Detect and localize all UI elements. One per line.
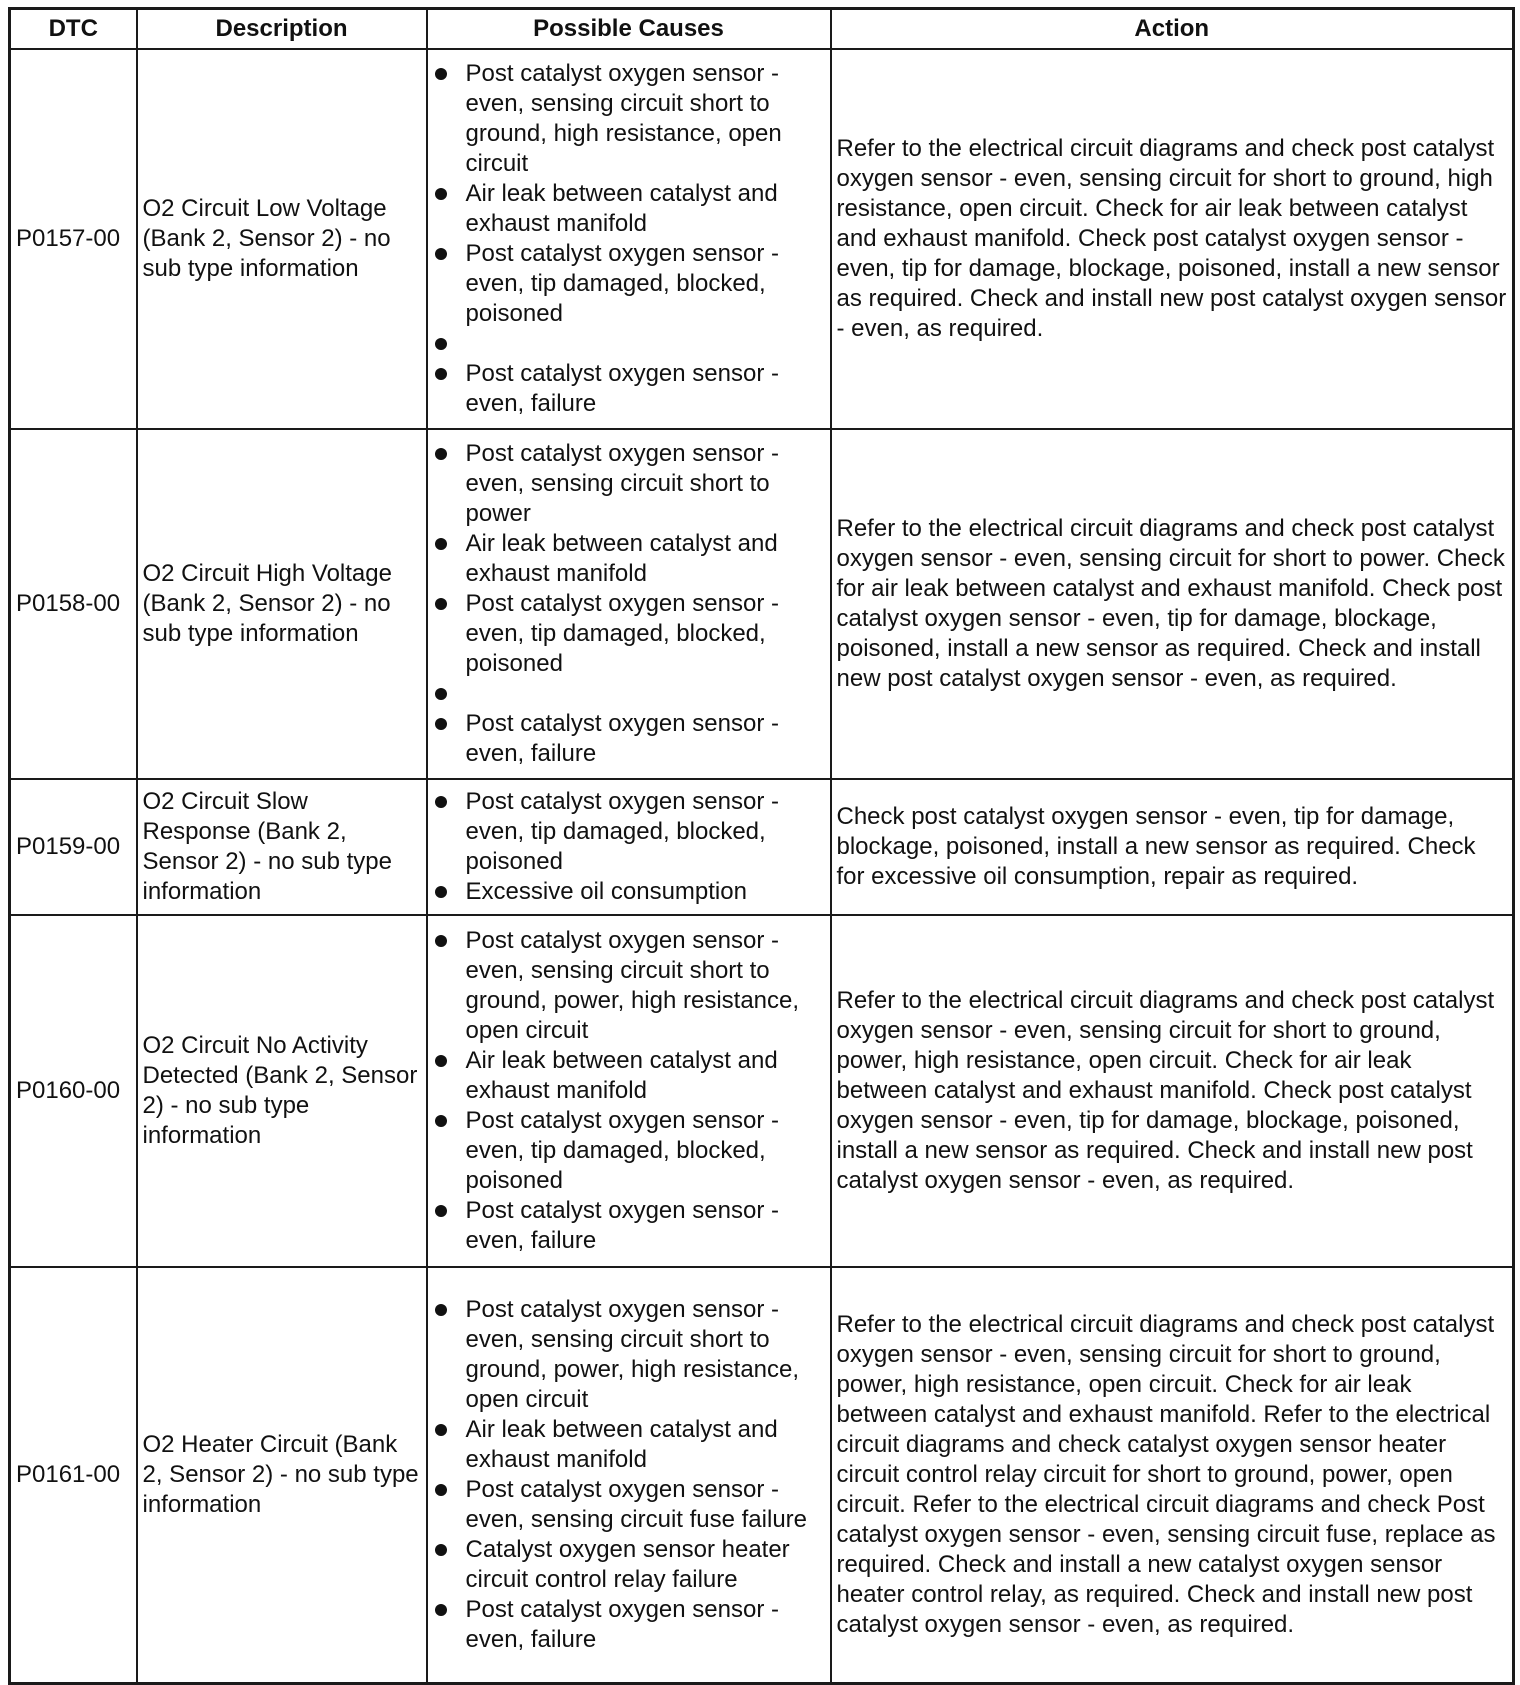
dtc-description: O2 Circuit No Activity Detected (Bank 2, Sensor 2) - no sub type information	[137, 915, 427, 1267]
possible-causes	[427, 915, 831, 1267]
dtc-code: P0161-00	[10, 1267, 137, 1683]
table-row	[10, 1267, 1514, 1683]
table-row	[10, 915, 1514, 1267]
cause-item: Post catalyst oxygen sensor - even, tip damaged, blocked, poisoned	[433, 1106, 825, 1196]
cause-item: Post catalyst oxygen sensor - even, tip damaged, blocked, poisoned	[433, 787, 825, 877]
possible-causes	[427, 779, 831, 915]
cause-item: Air leak between catalyst and exhaust manifold	[433, 1046, 825, 1106]
cause-item: Post catalyst oxygen sensor - even, sensing circuit short to ground, high resistance, open circuit	[433, 59, 825, 179]
dtc-code: P0159-00	[10, 779, 137, 915]
cause-item: Air leak between catalyst and exhaust manifold	[433, 529, 825, 589]
dtc-action: Refer to the electrical circuit diagrams and check post catalyst oxygen sensor - even, sensing circuit for short to ground, high resistance, open circuit. Check for air leak between catalyst and exhaust manifold. Check post catalyst oxygen sensor - even, tip for damage, blockage, poisoned, install a new sensor as required. Check and install new post catalyst oxygen sensor - even, as required.	[831, 49, 1514, 429]
dtc-action: Refer to the electrical circuit diagrams and check post catalyst oxygen sensor - even, sensing circuit for short to ground, power, high resistance, open circuit. Check for air leak between catalyst and exhaust manifold. Check post catalyst oxygen sensor - even, tip for damage, blockage, poisoned, install a new sensor as required. Check and install new post catalyst oxygen sensor - even, as required.	[831, 915, 1514, 1267]
dtc-action: Refer to the electrical circuit diagrams and check post catalyst oxygen sensor - even, sensing circuit for short to ground, power, high resistance, open circuit. Check for air leak between catalyst and exhaust manifold. Refer to the electrical circuit diagrams and check catalyst oxygen sensor heater circuit control relay circuit for short to ground, power, open circuit. Refer to the electrical circuit diagrams and check Post catalyst oxygen sensor - even, sensing circuit fuse, replace as required. Check and install a new catalyst oxygen sensor heater control relay, as required. Check and install new post catalyst oxygen sensor - even, as required.	[831, 1267, 1514, 1683]
table-header-row	[10, 9, 1514, 50]
header-possible-causes: Possible Causes	[427, 9, 831, 50]
dtc-code: P0160-00	[10, 915, 137, 1267]
cause-item: Post catalyst oxygen sensor - even, failure	[433, 1595, 825, 1655]
dtc-code: P0157-00	[10, 49, 137, 429]
cause-list	[433, 59, 825, 419]
cause-list	[433, 439, 825, 769]
dtc-description: O2 Circuit High Voltage (Bank 2, Sensor 2) - no sub type information	[137, 429, 427, 779]
document-page	[8, 7, 1512, 1685]
possible-causes	[427, 429, 831, 779]
cause-item: Air leak between catalyst and exhaust manifold	[433, 179, 825, 239]
table-row	[10, 429, 1514, 779]
dtc-description: O2 Heater Circuit (Bank 2, Sensor 2) - no sub type information	[137, 1267, 427, 1683]
table-row	[10, 779, 1514, 915]
dtc-action: Check post catalyst oxygen sensor - even, tip for damage, blockage, poisoned, install a new sensor as required. Check for excessive oil consumption, repair as required.	[831, 779, 1514, 915]
header-action: Action	[831, 9, 1514, 50]
cause-item: Post catalyst oxygen sensor - even, sensing circuit short to ground, power, high resistance, open circuit	[433, 1295, 825, 1415]
cause-list	[433, 926, 825, 1256]
cause-item: Post catalyst oxygen sensor - even, sensing circuit short to ground, power, high resistance, open circuit	[433, 926, 825, 1046]
cause-item: Air leak between catalyst and exhaust manifold	[433, 1415, 825, 1475]
table-row	[10, 49, 1514, 429]
header-dtc: DTC	[10, 9, 137, 50]
cause-item	[433, 329, 825, 359]
cause-item: Post catalyst oxygen sensor - even, failure	[433, 359, 825, 419]
dtc-action: Refer to the electrical circuit diagrams and check post catalyst oxygen sensor - even, sensing circuit for short to power. Check for air leak between catalyst and exhaust manifold. Check post catalyst oxygen sensor - even, tip for damage, blockage, poisoned, install a new sensor as required. Check and install new post catalyst oxygen sensor - even, as required.	[831, 429, 1514, 779]
cause-item	[433, 679, 825, 709]
cause-item: Post catalyst oxygen sensor - even, tip damaged, blocked, poisoned	[433, 239, 825, 329]
dtc-table	[8, 7, 1515, 1685]
possible-causes	[427, 49, 831, 429]
dtc-code: P0158-00	[10, 429, 137, 779]
cause-list	[433, 1295, 825, 1655]
cause-item: Post catalyst oxygen sensor - even, sensing circuit short to power	[433, 439, 825, 529]
cause-item: Catalyst oxygen sensor heater circuit control relay failure	[433, 1535, 825, 1595]
cause-list	[433, 787, 825, 907]
cause-item: Post catalyst oxygen sensor - even, failure	[433, 1196, 825, 1256]
cause-item: Post catalyst oxygen sensor - even, tip damaged, blocked, poisoned	[433, 589, 825, 679]
possible-causes	[427, 1267, 831, 1683]
dtc-description: O2 Circuit Slow Response (Bank 2, Sensor 2) - no sub type information	[137, 779, 427, 915]
header-description: Description	[137, 9, 427, 50]
cause-item: Post catalyst oxygen sensor - even, sensing circuit fuse failure	[433, 1475, 825, 1535]
cause-item: Excessive oil consumption	[433, 877, 825, 907]
dtc-description: O2 Circuit Low Voltage (Bank 2, Sensor 2) - no sub type information	[137, 49, 427, 429]
cause-item: Post catalyst oxygen sensor - even, failure	[433, 709, 825, 769]
